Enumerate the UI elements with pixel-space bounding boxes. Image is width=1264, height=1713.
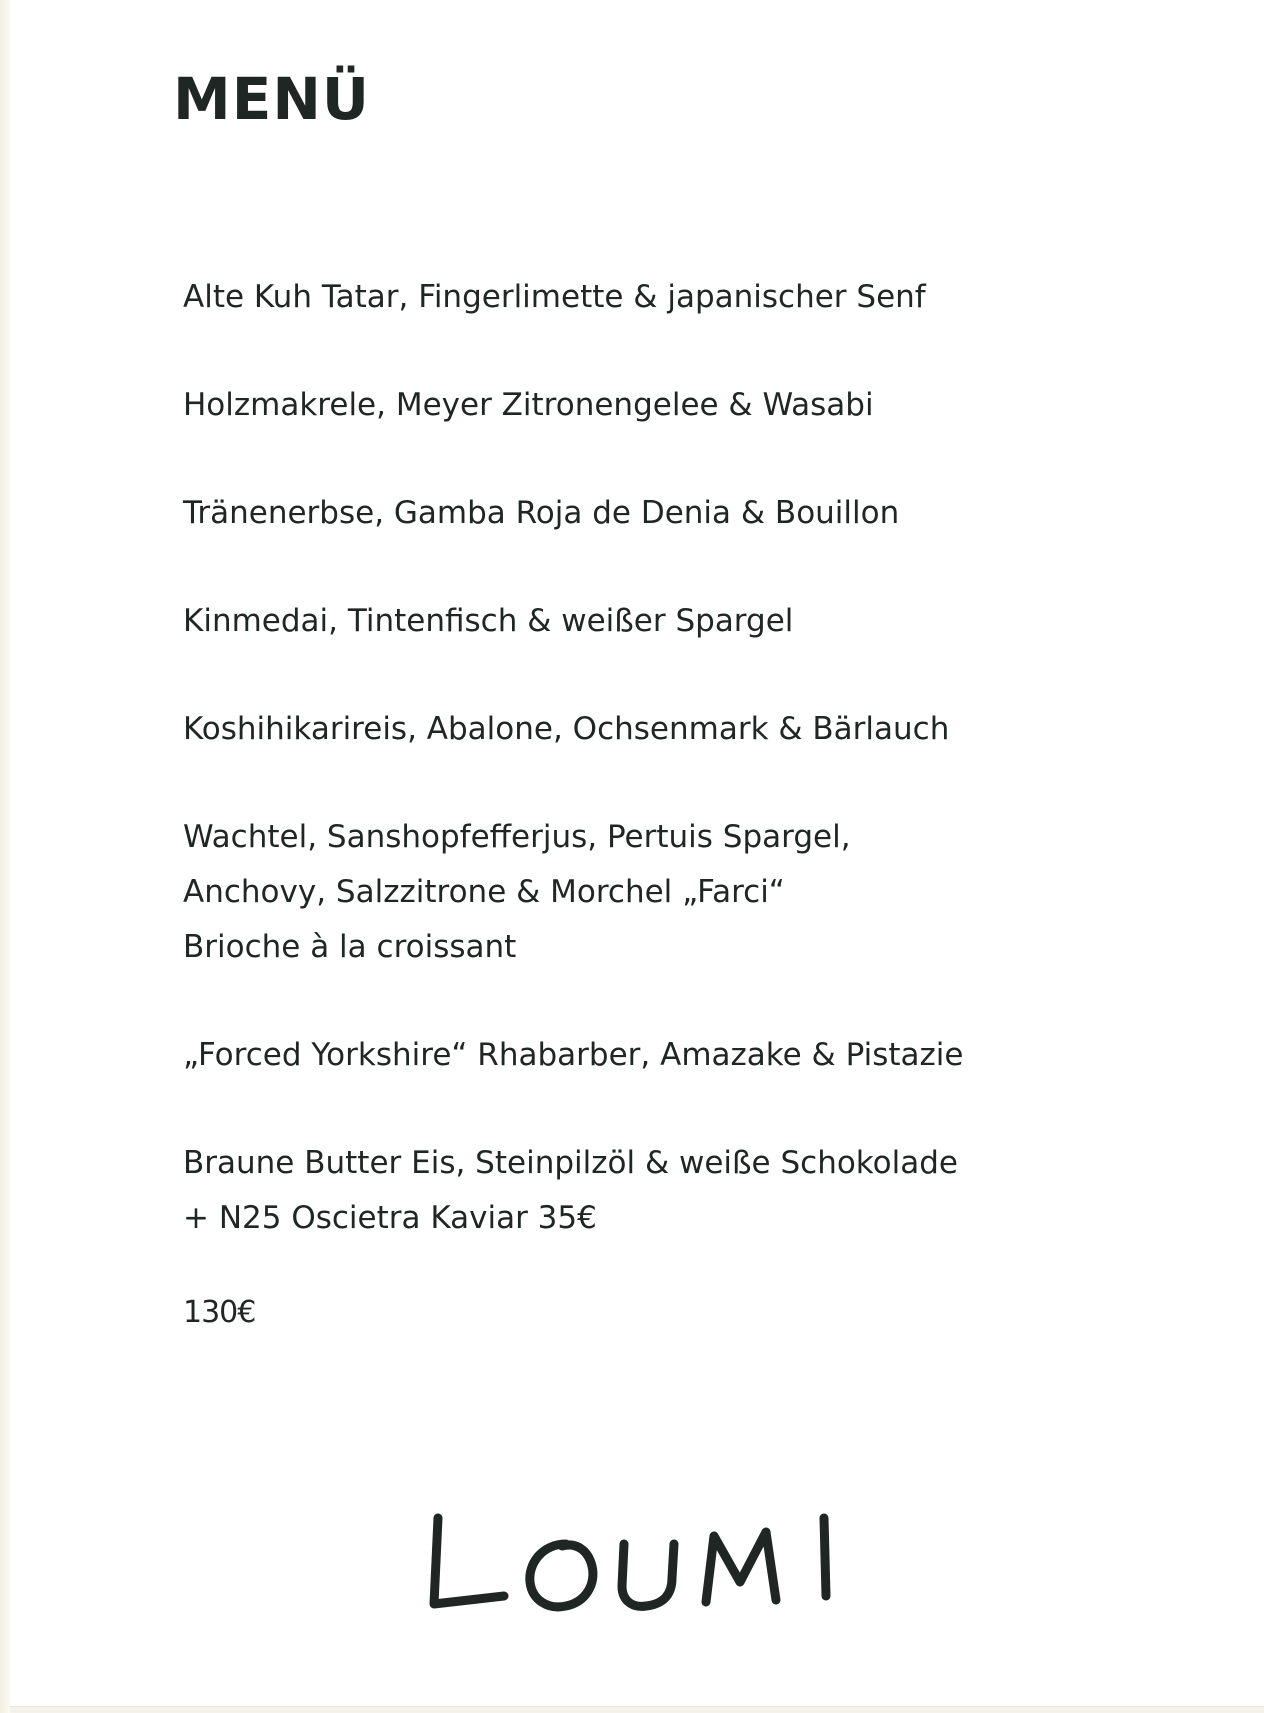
dish-list [183, 270, 1183, 1246]
dish-item [183, 594, 1183, 649]
paper-bottom-edge [10, 1706, 1264, 1713]
dish-item [183, 1028, 1183, 1083]
dish-line: Tränenerbse, Gamba Roja de Denia & Bouillon [183, 495, 900, 531]
dish-line: Koshihikarireis, Abalone, Ochsenmark & Bärlauch [183, 711, 950, 747]
menu-card [10, 0, 1264, 1713]
dish-line: Kinmedai, Tintenfisch & weißer Spargel [183, 603, 794, 639]
dish-line: Braune Butter Eis, Steinpilzöl & weiße Schokolade [183, 1145, 958, 1181]
dish-item [183, 1136, 1183, 1246]
loumi-logo [424, 1510, 864, 1620]
dish-item [183, 810, 1183, 975]
dish-line: + N25 Oscietra Kaviar 35€ [183, 1200, 597, 1236]
dish-line: Anchovy, Salzzitrone & Morchel „Farci“ [183, 874, 785, 910]
dish-line: Brioche à la croissant [183, 929, 517, 965]
dish-item [183, 378, 1183, 433]
menu-title: MENÜ [173, 65, 370, 133]
menu-price: 130€ [183, 1295, 256, 1330]
dish-line: Holzmakrele, Meyer Zitronengelee & Wasabi [183, 387, 874, 423]
dish-line: „Forced Yorkshire“ Rhabarber, Amazake & Pistazie [183, 1037, 964, 1073]
dish-item [183, 702, 1183, 757]
dish-line: Alte Kuh Tatar, Fingerlimette & japanischer Senf [183, 279, 926, 315]
dish-item [183, 486, 1183, 541]
dish-line: Wachtel, Sanshopfefferjus, Pertuis Spargel, [183, 819, 851, 855]
dish-item [183, 270, 1183, 325]
